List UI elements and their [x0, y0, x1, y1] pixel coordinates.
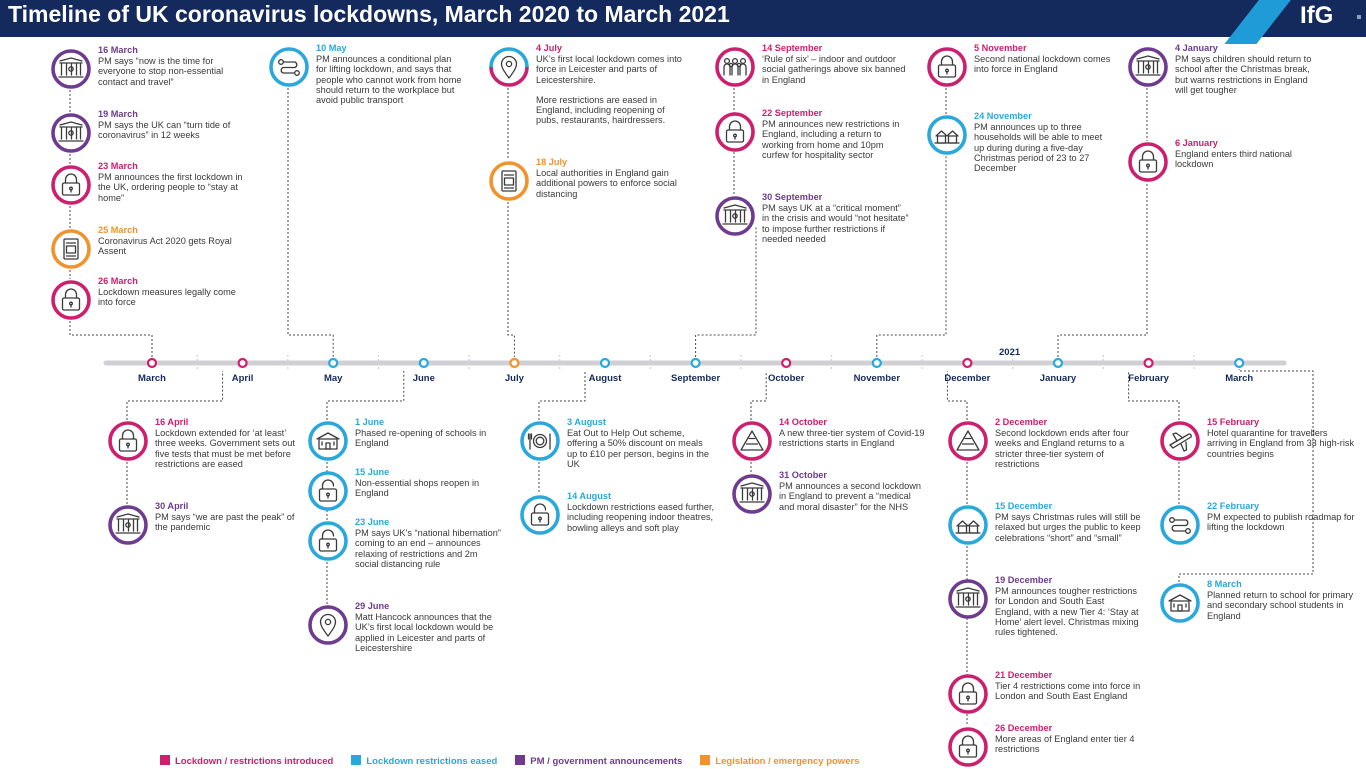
ifg-logo: IfG	[1300, 2, 1334, 29]
event-date: 1 June	[355, 417, 385, 427]
event-description: Hotel quarantine for travellers arriving in England from 33 high-risk countries begins	[1207, 428, 1355, 459]
padlock-closed-icon	[1127, 141, 1169, 183]
parliament-icon	[731, 473, 773, 515]
parliament-icon	[1127, 46, 1169, 88]
event-description: PM announces tougher restrictions for London and South East England, with a new Tier 4: ‘Stay at Home’ alert level. Christmas mixing rules tightened.	[995, 586, 1139, 638]
month-marker	[963, 359, 971, 367]
event-date: 26 December	[995, 723, 1053, 733]
event-description: Lockdown measures legally come into force	[98, 287, 236, 308]
event-date: 23 June	[355, 517, 390, 527]
event-description: PM says Christmas rules will still be relaxed but urges the public to keep celebrations “short” and “small”	[995, 512, 1141, 543]
padlock-closed-icon	[926, 46, 968, 88]
connector-line	[70, 321, 152, 357]
event-description: PM says the UK can “turn tide of coronavirus” in 12 weeks	[98, 120, 231, 141]
month-label: December	[944, 373, 991, 384]
event-description: Lockdown restrictions eased further, including reopening indoor theatres, bowling alleys and soft play	[567, 502, 715, 533]
event-date: 31 October	[779, 470, 827, 480]
school-icon	[1159, 582, 1201, 624]
padlock-open-icon	[307, 470, 349, 512]
event-description: PM says UK at a “critical moment” in the crisis and would “not hesitate” to impose further restrictions if needed needed	[762, 203, 909, 244]
month-marker	[329, 359, 337, 367]
connector-line	[508, 202, 514, 357]
month-marker	[692, 359, 700, 367]
event-text	[567, 491, 715, 533]
location-pin-icon	[307, 604, 349, 646]
legend-label: PM / government announcements	[530, 756, 683, 767]
legend-item	[515, 755, 682, 767]
event-description: Non-essential shops reopen in England	[355, 478, 480, 499]
event-description: PM says “now is the time for everyone to stop non-essential contact and travel”	[98, 56, 224, 87]
event-description: More restrictions are eased in England, including reopening of pubs, restaurants, hairdressers.	[536, 94, 666, 126]
month-marker	[1145, 359, 1153, 367]
event-text	[974, 111, 1114, 173]
event-date: 14 October	[779, 417, 827, 427]
event-description: PM announces a second lockdown in England to prevent a “medical and moral disaster” for the NHS	[779, 481, 921, 512]
padlock-closed-icon	[50, 279, 92, 321]
event-description: PM announces new restrictions in England, including a return to working from home and 10pm curfew for hospitality sector	[762, 119, 900, 160]
event-date: 5 November	[974, 43, 1027, 53]
month-marker	[782, 359, 790, 367]
event-text	[779, 470, 927, 512]
month-label: April	[231, 373, 254, 384]
event-text	[98, 109, 246, 141]
event-text	[316, 43, 464, 105]
padlock-closed-icon	[107, 420, 149, 462]
event-date: 16 April	[155, 417, 189, 427]
parliament-icon	[947, 578, 989, 620]
plate-and-cutlery-icon	[519, 420, 561, 462]
month-marker	[873, 359, 881, 367]
event-text	[355, 601, 503, 653]
route-icon	[268, 46, 310, 88]
padlock-closed-icon	[947, 726, 989, 768]
event-description: PM announces up to three households will be able to meet up during during a five-day Christmas period of 23 to 27 December	[974, 122, 1103, 174]
padlock-open-icon	[307, 520, 349, 562]
month-label: June	[412, 373, 435, 384]
legend-item	[160, 755, 333, 767]
legend-swatch	[700, 755, 710, 765]
event-date: 30 April	[155, 501, 189, 511]
month-label: October	[767, 373, 805, 384]
month-label: August	[588, 373, 622, 384]
event-text	[779, 417, 927, 449]
event-description: PM says children should return to school after the Christmas break, but warns restrictions in England will get tougher	[1175, 54, 1312, 95]
event-date: 4 July	[536, 43, 563, 53]
tier-triangle-icon	[947, 420, 989, 462]
event-date: 25 March	[98, 225, 138, 235]
connector-line	[696, 227, 756, 357]
event-date: 3 August	[567, 417, 606, 427]
event-date: 10 May	[316, 43, 347, 53]
event-date: 15 June	[355, 467, 390, 477]
year-label: 2021	[999, 347, 1021, 358]
padlock-closed-icon	[50, 164, 92, 206]
connector-line	[751, 371, 766, 420]
month-label: July	[504, 373, 524, 384]
padlock-closed-icon	[714, 111, 756, 153]
month-label: September	[671, 373, 721, 384]
legend-label: Lockdown restrictions eased	[366, 756, 498, 767]
event-description: Phased re-opening of schools in England	[355, 428, 487, 449]
legend-item	[700, 755, 859, 767]
month-label: February	[1128, 373, 1169, 384]
event-date: 8 March	[1207, 579, 1242, 589]
event-description: More areas of England enter tier 4 restrictions	[995, 734, 1135, 755]
location-pin-icon	[488, 46, 530, 88]
event-text	[536, 43, 684, 125]
event-text	[355, 517, 503, 569]
event-date: 22 September	[762, 108, 823, 118]
event-date: 24 November	[974, 111, 1032, 121]
route-icon	[1159, 504, 1201, 546]
event-date: 23 March	[98, 161, 138, 171]
event-date: 2 December	[995, 417, 1048, 427]
event-description: Second lockdown ends after four weeks and England returns to a stricter three-tier system of restrictions	[995, 428, 1129, 469]
event-description: PM expected to publish roadmap for lifting the lockdown	[1207, 512, 1355, 533]
event-text	[762, 108, 910, 160]
airplane-icon	[1159, 420, 1201, 462]
page-title: Timeline of UK coronavirus lockdowns, March 2020 to March 2021	[8, 1, 730, 27]
parliament-icon	[50, 48, 92, 90]
event-text	[155, 417, 303, 469]
tier-triangle-icon	[731, 420, 773, 462]
event-description: Matt Hancock announces that the UK’s first local lockdown would be applied in Leicester and parts of Leicestershire	[355, 612, 494, 653]
legend-label: Lockdown / restrictions introduced	[175, 756, 334, 767]
month-marker	[420, 359, 428, 367]
event-text	[98, 45, 246, 87]
event-date: 19 March	[98, 109, 138, 119]
connector-line	[877, 156, 946, 357]
event-date: 18 July	[536, 157, 568, 167]
month-marker	[148, 359, 156, 367]
event-date: 22 February	[1207, 501, 1260, 511]
month-label: May	[323, 373, 343, 384]
event-description: England enters third national lockdown	[1175, 149, 1292, 170]
event-description: ‘Rule of six’ – indoor and outdoor social gatherings above six banned in England	[762, 54, 906, 85]
parliament-icon	[50, 112, 92, 154]
event-text	[536, 157, 684, 199]
event-description: PM announces the first lockdown in the UK, ordering people to “stay at home”	[98, 172, 243, 203]
event-text	[1207, 501, 1357, 533]
event-date: 16 March	[98, 45, 138, 55]
event-text	[995, 501, 1143, 543]
event-description: PM says “we are past the peak” of the pandemic	[155, 512, 295, 533]
document-icon	[488, 160, 530, 202]
event-date: 14 August	[567, 491, 612, 501]
padlock-open-icon	[519, 494, 561, 536]
document-icon	[50, 228, 92, 270]
event-text	[98, 161, 246, 203]
houses-icon	[947, 504, 989, 546]
event-text	[995, 417, 1143, 469]
event-text	[155, 501, 303, 533]
connector-line	[539, 371, 585, 420]
event-date: 14 September	[762, 43, 823, 53]
event-text	[995, 575, 1143, 637]
legend	[160, 751, 877, 765]
event-text	[1207, 579, 1357, 621]
event-description: Planned return to school for primary and secondary school students in England	[1207, 590, 1354, 621]
padlock-closed-icon	[947, 673, 989, 715]
event-text	[995, 723, 1143, 755]
month-marker	[1054, 359, 1062, 367]
event-description: Eat Out to Help Out scheme, offering a 50% discount on meals up to £10 per person, begins in the UK	[567, 428, 709, 469]
group-of-people-icon	[714, 46, 756, 88]
event-date: 6 January	[1175, 138, 1218, 148]
event-description: UK’s first local lockdown comes into force in Leicester and parts of Leicestershire.	[536, 54, 682, 85]
event-text	[567, 417, 715, 469]
month-label: November	[853, 373, 901, 384]
month-label: March	[1225, 373, 1254, 384]
event-date: 21 December	[995, 670, 1053, 680]
parliament-icon	[107, 504, 149, 546]
legend-item	[351, 755, 497, 767]
connector-line	[1179, 369, 1313, 582]
event-text	[974, 43, 1114, 75]
legend-label: Legislation / emergency powers	[715, 756, 860, 767]
parliament-icon	[714, 195, 756, 237]
event-text	[995, 670, 1143, 702]
event-date: 26 March	[98, 276, 138, 286]
month-marker	[510, 359, 518, 367]
event-description: Tier 4 restrictions come into force in London and South East England	[995, 681, 1141, 702]
event-description: PM announces a conditional plan for lifting lockdown, and says that people who cannot work from home should return to the workplace but avoid public transport	[316, 54, 462, 106]
event-text	[762, 43, 910, 85]
legend-swatch	[351, 755, 361, 765]
event-text	[98, 225, 246, 257]
event-text	[98, 276, 246, 308]
event-description: Lockdown extended for ‘at least’ three weeks. Government sets out five tests that must be met before restrictions are eased	[155, 428, 295, 469]
event-date: 19 December	[995, 575, 1053, 585]
event-text	[762, 192, 910, 244]
event-text	[1175, 138, 1323, 170]
event-text	[1175, 43, 1323, 95]
event-text	[1207, 417, 1357, 459]
school-icon	[307, 420, 349, 462]
connector-line	[1058, 183, 1147, 357]
connector-line	[288, 88, 333, 357]
event-description: PM says UK’s “national hibernation” coming to an end – announces relaxing of restrictions and 2m social distancing rule	[355, 528, 501, 569]
event-description: Second national lockdown comes into force in England	[974, 54, 1111, 75]
month-label: January	[1039, 373, 1077, 384]
month-marker	[601, 359, 609, 367]
event-date: 29 June	[355, 601, 390, 611]
event-date: 15 February	[1207, 417, 1260, 427]
event-description: A new three-tier system of Covid-19 restrictions starts in England	[779, 428, 925, 449]
event-description: Local authorities in England gain additional powers to enforce social distancing	[536, 168, 677, 199]
event-description: Coronavirus Act 2020 gets Royal Assent	[98, 236, 232, 257]
event-text	[355, 417, 503, 449]
legend-swatch	[515, 755, 525, 765]
event-date: 4 January	[1175, 43, 1218, 53]
event-date: 30 September	[762, 192, 823, 202]
event-date: 15 December	[995, 501, 1053, 511]
houses-icon	[926, 114, 968, 156]
month-label: March	[138, 373, 166, 384]
month-marker	[239, 359, 247, 367]
month-marker	[1235, 359, 1243, 367]
legend-swatch	[160, 755, 170, 765]
event-text	[355, 467, 503, 499]
